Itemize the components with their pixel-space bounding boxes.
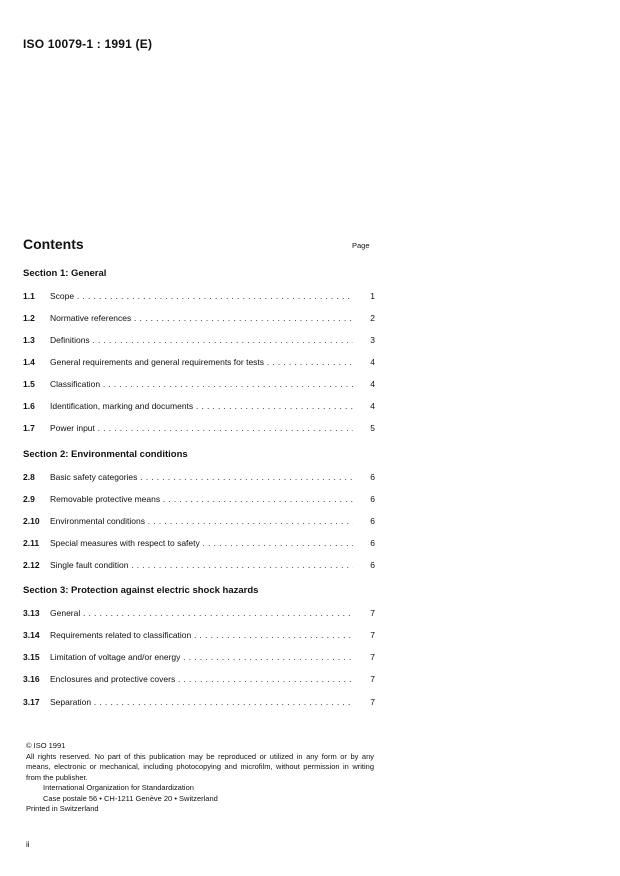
toc-entry-number: 1.7 <box>23 423 35 433</box>
toc-entry-page: 3 <box>370 335 375 345</box>
copyright-block <box>26 741 374 815</box>
toc-entry <box>23 378 375 390</box>
toc-entry-number: 3.17 <box>23 697 40 707</box>
toc-entry <box>23 356 375 368</box>
toc-entry-page: 7 <box>370 697 375 707</box>
toc-entry-number: 2.9 <box>23 494 35 504</box>
toc-entry <box>23 471 375 483</box>
toc-entry-page: 6 <box>370 560 375 570</box>
organization-name: International Organization for Standardization <box>43 783 194 792</box>
toc-entry <box>23 696 375 708</box>
toc-entry-number: 2.11 <box>23 538 40 548</box>
document-id: ISO 10079-1 : 1991 (E) <box>23 37 153 51</box>
page-column-label: Page <box>352 241 370 250</box>
toc-entry <box>23 515 375 527</box>
toc-entry <box>23 607 375 619</box>
section-heading: Section 2: Environmental conditions <box>23 449 188 460</box>
toc-entry <box>23 290 375 302</box>
toc-entry-title: Normative references . . . <box>50 312 353 324</box>
toc-entry-title: General requirements and general requirements for tests . . . <box>50 356 353 368</box>
toc-entry-number: 1.5 <box>23 379 35 389</box>
toc-entry-title: General . . . <box>50 607 353 619</box>
toc-entry-number: 1.1 <box>23 291 35 301</box>
toc-entry-number: 2.10 <box>23 516 40 526</box>
toc-entry-number: 1.4 <box>23 357 35 367</box>
toc-entry <box>23 422 375 434</box>
printed-in: Printed in Switzerland <box>26 804 99 813</box>
toc-entry-title: Environmental conditions . . . <box>50 515 353 527</box>
toc-entry-title: Separation . . . <box>50 696 353 708</box>
toc-entry-page: 6 <box>370 472 375 482</box>
toc-entry-number: 3.14 <box>23 630 40 640</box>
toc-entry-page: 7 <box>370 608 375 618</box>
toc-entry <box>23 651 375 663</box>
toc-entry-page: 6 <box>370 494 375 504</box>
toc-entry-page: 4 <box>370 379 375 389</box>
toc-entry-page: 1 <box>370 291 375 301</box>
toc-entry-page: 4 <box>370 357 375 367</box>
toc-entry-number: 3.15 <box>23 652 40 662</box>
toc-entry-number: 1.3 <box>23 335 35 345</box>
contents-title: Contents <box>23 236 84 252</box>
toc-entry-title: Identification, marking and documents . . . <box>50 400 353 412</box>
toc-entry <box>23 559 375 571</box>
toc-entry <box>23 400 375 412</box>
toc-entry-page: 4 <box>370 401 375 411</box>
toc-entry-title: Classification . . . <box>50 378 353 390</box>
toc-entry <box>23 493 375 505</box>
toc-entry-title: Single fault condition . . . <box>50 559 353 571</box>
toc-entry-title: Definitions . . . <box>50 334 353 346</box>
toc-entry-page: 6 <box>370 538 375 548</box>
toc-entry-number: 1.2 <box>23 313 35 323</box>
toc-entry-page: 7 <box>370 652 375 662</box>
toc-entry-title: Scope . . . <box>50 290 353 302</box>
toc-entry-page: 6 <box>370 516 375 526</box>
page-number: ii <box>26 840 30 849</box>
toc-entry-page: 7 <box>370 674 375 684</box>
toc-entry <box>23 673 375 685</box>
section-heading: Section 1: General <box>23 268 107 279</box>
copyright-line: © ISO 1991 <box>26 741 66 750</box>
organization-address: Case postale 56 • CH-1211 Genève 20 • Switzerland <box>43 793 218 803</box>
toc-entry-number: 1.6 <box>23 401 35 411</box>
toc-entry-title: Basic safety categories . . . <box>50 471 353 483</box>
section-heading: Section 3: Protection against electric shock hazards <box>23 585 259 596</box>
toc-entry-number: 2.8 <box>23 472 35 482</box>
toc-entry-title: Limitation of voltage and/or energy . . . <box>50 651 353 663</box>
toc-entry-number: 3.16 <box>23 674 40 684</box>
toc-entry-page: 5 <box>370 423 375 433</box>
toc-entry <box>23 629 375 641</box>
toc-entry-number: 3.13 <box>23 608 40 618</box>
toc-entry-title: Removable protective means . . . <box>50 493 353 505</box>
rights-notice: All rights reserved. No part of this publication may be reproduced or utilized in any form or by any means, electronic or mechanical, including photocopying and microfilm, without permission in writing from the publisher. <box>26 751 374 782</box>
toc-entry-number: 2.12 <box>23 560 40 570</box>
toc-entry-title: Enclosures and protective covers . . . <box>50 673 353 685</box>
toc-entry <box>23 312 375 324</box>
toc-entry <box>23 334 375 346</box>
toc-entry-page: 7 <box>370 630 375 640</box>
toc-entry-title: Requirements related to classification . . . <box>50 629 353 641</box>
toc-entry-title: Special measures with respect to safety . . . <box>50 537 353 549</box>
toc-entry-title: Power input . . . <box>50 422 353 434</box>
toc-entry-page: 2 <box>370 313 375 323</box>
toc-entry <box>23 537 375 549</box>
